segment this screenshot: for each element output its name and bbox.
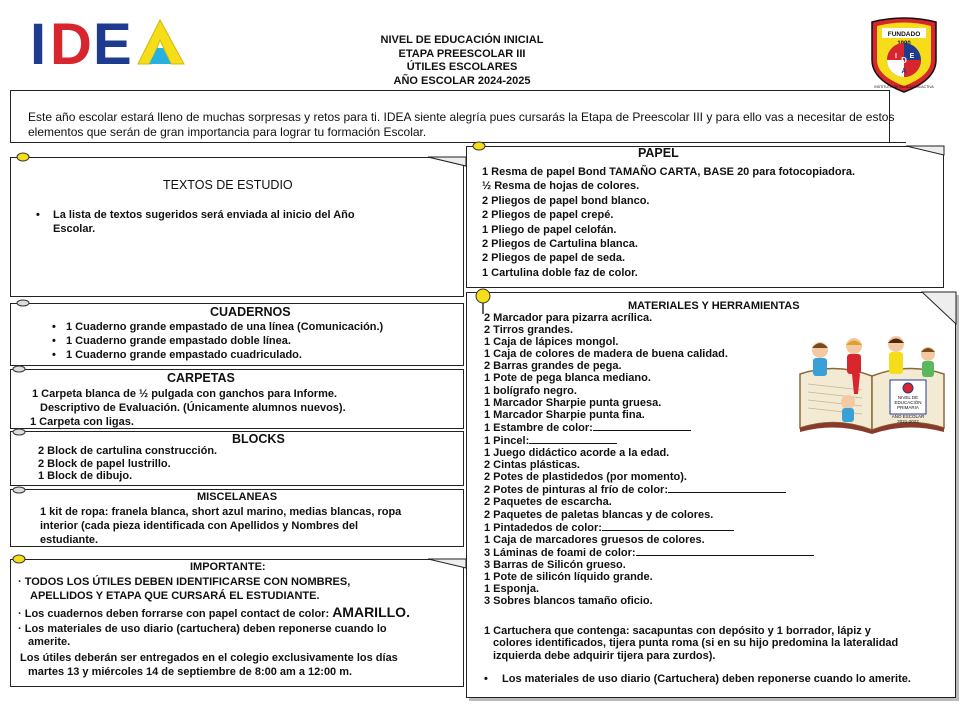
cuadernos-item: • 1 Cuaderno grande empastado cuadriculado. [52, 349, 302, 361]
materiales-list [484, 312, 814, 607]
materiales-final: • Los materiales de uso diario (Cartuchera) deben reponerse cuando lo amerite. [484, 673, 911, 685]
fill-blank-line [602, 521, 734, 531]
importante-line: martes 13 y miércoles 14 de septiembre de 8:00 am a 12:00 m. [28, 666, 353, 678]
importante-color-amarillo: AMARILLO. [332, 604, 410, 620]
pin-icon [16, 152, 30, 162]
cartuchera-line: 1 Cartuchera que contenga: sacapuntas con depósito y 1 borrador, lápiz y [484, 625, 871, 637]
textos-corner-fold [428, 154, 468, 168]
materiales-item: 1 Pote de silicón líquido grande. [484, 570, 653, 583]
seal-top-text: FUNDADO [887, 31, 921, 38]
papel-item: 1 Cartulina doble faz de color. [482, 266, 638, 279]
pin-icon [16, 298, 30, 308]
pin-icon [12, 485, 26, 495]
intro-divider [10, 142, 906, 143]
book-text: EDUCACIÓN [894, 400, 922, 405]
school-seal [868, 14, 940, 94]
pin-icon [12, 364, 26, 374]
importante-line: · Los cuadernos deben forrarse con papel contact de color: AMARILLO. [18, 604, 410, 620]
cuadernos-title: CUADERNOS [210, 305, 291, 319]
pin-icon [12, 554, 26, 564]
blocks-item: 2 Block de papel lustrillo. [38, 458, 171, 470]
materiales-item: 2 Marcador para pizarra acrílica. [484, 312, 653, 324]
papel-item: 1 Resma de papel Bond TAMAÑO CARTA, BASE 20 para fotocopiadora. [482, 166, 856, 178]
cartuchera-block [484, 625, 898, 662]
book-text: NIVEL DE [897, 395, 919, 400]
book-text: 2021-2022 [897, 419, 919, 424]
header-block [330, 34, 594, 88]
seal-letter-right: E [909, 53, 915, 60]
importante-corner-fold [428, 556, 468, 570]
importante-line: · Los materiales de uso diario (cartuchera) deben reponerse cuando lo [18, 623, 387, 635]
header-line-4: AÑO ESCOLAR 2024-2025 [393, 74, 531, 87]
fill-blank-line [529, 434, 617, 444]
materiales-corner-fold [920, 290, 960, 326]
idea-logo [30, 18, 190, 68]
cartuchera-line: colores identificados, tijera punta roma (si en su hijo predomina la lateralidad [493, 637, 899, 650]
logo-letter-e: E [93, 18, 132, 68]
book-text: PRIMARIA [897, 405, 919, 410]
fill-blank-line [593, 421, 691, 431]
pin-icon [12, 427, 26, 437]
materiales-item: 1 bolígrafo negro. [484, 384, 577, 397]
cartuchera-line: izquierda debe adquirir tijera para zurdos). [493, 649, 716, 662]
papel-item: 2 Pliegos de papel bond blanco. [482, 194, 650, 207]
materiales-item: 1 Caja de lápices mongol. [484, 336, 619, 349]
blocks-title: BLOCKS [232, 432, 285, 446]
miscelaneas-title: MISCELANEAS [197, 491, 278, 503]
materiales-item: 2 Paquetes de escarcha. [484, 496, 612, 509]
papel-item: 2 Pliegos de papel de seda. [482, 252, 626, 265]
papel-corner-fold [906, 143, 946, 157]
fill-blank-line [636, 546, 814, 556]
header-line-1: NIVEL DE EDUCACIÓN INICIAL [380, 34, 544, 46]
materiales-item: 1 Pote de pega blanca mediano. [484, 372, 651, 385]
materiales-item: 1 Caja de marcadores gruesos de colores. [484, 533, 705, 546]
miscelaneas-line: estudiante. [40, 534, 99, 546]
logo-letter-i: I [30, 18, 47, 68]
seal-letter-bottom: A [901, 68, 907, 75]
carpetas-item: 1 Carpeta blanca de ½ pulgada con ganchos para Informe. [32, 388, 338, 400]
logo-letter-d: D [50, 18, 92, 68]
textos-item: • La lista de textos sugeridos será enviada al inicio del Año Escolar. [36, 208, 396, 236]
cuadernos-item: • 1 Cuaderno grande empastado de una línea (Comunicación.) [52, 321, 384, 333]
materiales-item: 1 Marcador Sharpie punta fina. [484, 408, 645, 421]
materiales-item: 1 Juego didáctico acorde a la edad. [484, 447, 670, 460]
textos-item-text: La lista de textos sugeridos será enviada al inicio del Año Escolar. [53, 209, 355, 235]
papel-list [482, 165, 855, 280]
header-line-2: ETAPA PREESCOLAR III [398, 47, 526, 60]
materiales-item: 2 Tirros grandes. [484, 324, 574, 337]
seal-letter-center: D [901, 56, 907, 65]
materiales-item: 1 Pincel: [484, 434, 814, 447]
materiales-item: 1 Esponja. [484, 583, 540, 596]
materiales-item: 1 Caja de colores de madera de buena calidad. [484, 348, 728, 361]
materiales-item: 3 Barras de Silicón grueso. [484, 558, 626, 571]
importante-line: Los útiles deberán ser entregados en el colegio exclusivamente los días [20, 652, 398, 664]
pin-icon [472, 141, 486, 151]
materiales-item: 3 Sobres blancos tamaño oficio. [484, 595, 653, 608]
materiales-item: 1 Marcador Sharpie punta gruesa. [484, 396, 662, 409]
materiales-title: MATERIALES Y HERRAMIENTAS [628, 300, 800, 312]
papel-item: ½ Resma de hojas de colores. [482, 180, 640, 193]
importante-line: amerite. [28, 636, 71, 648]
importante-line: APELLIDOS Y ETAPA QUE CURSARÁ EL ESTUDIANTE. [30, 590, 320, 602]
seal-ring-text: INSTITUTO DE EDUCACIÓN ACTIVA [874, 85, 934, 89]
miscelaneas-line: interior (cada pieza identificada con Apellidos y Nombres del [40, 520, 359, 532]
papel-item: 1 Pliego de papel celofán. [482, 223, 617, 236]
book-text: AÑO ESCOLAR [891, 414, 925, 419]
materiales-item: 2 Paquetes de paletas blancas y de colores. [484, 508, 714, 521]
importante-title: IMPORTANTE: [190, 561, 266, 573]
intro-text: Este año escolar estará lleno de muchas sorpresas y retos para ti. IDEA siente alegría pues cursarás la Etapa de Preescolar III y para ello vas a necesitar de estos elementos que serán de gran importancia para lograr tu formación Escolar. [28, 110, 895, 139]
textos-title: TEXTOS DE ESTUDIO [163, 178, 293, 192]
materiales-item: 2 Barras grandes de pega. [484, 360, 622, 373]
blocks-item: 1 Block de dibujo. [38, 470, 133, 482]
materiales-item: 1 Estambre de color: [484, 421, 814, 434]
carpetas-title: CARPETAS [167, 371, 235, 385]
blocks-item: 2 Block de cartulina construcción. [38, 445, 218, 457]
carpetas-item: Descriptivo de Evaluación. (Únicamente alumnos nuevos). [40, 402, 346, 414]
cuadernos-item: • 1 Cuaderno grande empastado doble línea. [52, 335, 291, 347]
papel-item: 2 Pliegos de papel crepé. [482, 209, 614, 222]
materiales-item: 2 Cintas plásticas. [484, 459, 580, 472]
book-kids-illustration [798, 334, 948, 434]
header-line-3: ÚTILES ESCOLARES [406, 61, 518, 73]
importante-line: · TODOS LOS ÚTILES DEBEN IDENTIFICARSE CON NOMBRES, [18, 576, 351, 588]
seal-letter-left: I [895, 53, 897, 60]
materiales-item: 1 Pintadedos de color: [484, 521, 814, 534]
materiales-item: 3 Láminas de foami de color: [484, 546, 814, 559]
materiales-item: 2 Potes de pinturas al frío de color: [484, 483, 814, 496]
papel-item: 2 Pliegos de Cartulina blanca. [482, 238, 638, 251]
papel-title: PAPEL [638, 146, 679, 160]
fill-blank-line [668, 483, 786, 493]
miscelaneas-line: 1 kit de ropa: franela blanca, short azul marino, medias blancas, ropa [40, 506, 402, 518]
materiales-item: 2 Potes de plastidedos (por momento). [484, 471, 687, 484]
carpetas-item: 1 Carpeta con ligas. [30, 416, 134, 428]
